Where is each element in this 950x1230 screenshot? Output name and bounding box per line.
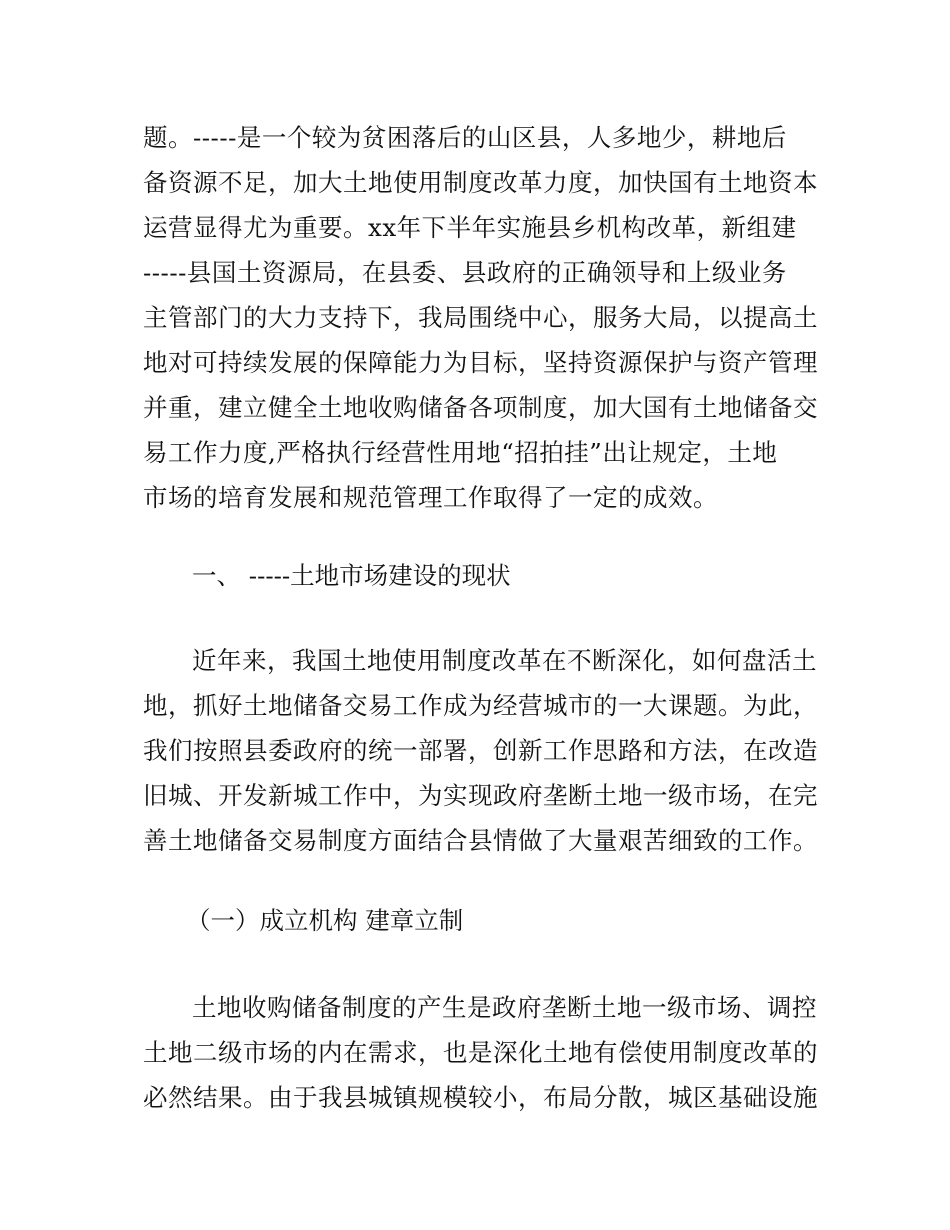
paragraph-line: 市场的培育发展和规范管理工作取得了一定的成效。 — [143, 483, 718, 512]
paragraph-line: 我们按照县委政府的统一部署，创新工作思路和方法，在改造 — [143, 736, 818, 765]
paragraph-line: -----县国土资源局，在县委、县政府的正确领导和上级业务 — [143, 258, 787, 287]
paragraph-3 — [143, 985, 823, 1120]
section-heading-1: 一、 -----土地市场建设的现状 — [192, 561, 511, 590]
paragraph-line: 题。-----是一个较为贫困落后的山区县，人多地少，耕地后 — [143, 123, 787, 152]
paragraph-line: 善土地储备交易制度方面结合县情做了大量艰苦细致的工作。 — [143, 826, 818, 855]
paragraph-line: 地，抓好土地储备交易工作成为经营城市的一大课题。为此， — [143, 691, 818, 720]
paragraph-line: 土地收购储备制度的产生是政府垄断土地一级市场、调控 — [192, 993, 817, 1022]
paragraph-line: 易工作力度,严格执行经营性用地“招拍挂”出让规定，土地 — [143, 438, 778, 467]
paragraph-line: 地对可持续发展的保障能力为目标，坚持资源保护与资产管理 — [143, 348, 818, 377]
paragraph-line: 必然结果。由于我县城镇规模较小，布局分散，城区基础设施 — [143, 1083, 818, 1112]
paragraph-line: 并重，建立健全土地收购储备各项制度，加大国有土地储备交 — [143, 393, 818, 422]
section-heading-2: （一）成立机构 建章立制 — [186, 906, 464, 935]
paragraph-line: 近年来，我国土地使用制度改革在不断深化，如何盘活土 — [192, 646, 817, 675]
paragraph-line: 备资源不足，加大土地使用制度改革力度，加快国有土地资本 — [143, 168, 818, 197]
paragraph-line: 土地二级市场的内在需求，也是深化土地有偿使用制度改革的 — [143, 1038, 818, 1067]
paragraph-2 — [143, 638, 823, 863]
paragraph-intro — [143, 115, 823, 520]
paragraph-line: 运营显得尤为重要。xx年下半年实施县乡机构改革，新组建 — [143, 213, 797, 242]
paragraph-line: 旧城、开发新城工作中，为实现政府垄断土地一级市场，在完 — [143, 781, 818, 810]
paragraph-line: 主管部门的大力支持下，我局围绕中心，服务大局，以提高土 — [143, 303, 818, 332]
